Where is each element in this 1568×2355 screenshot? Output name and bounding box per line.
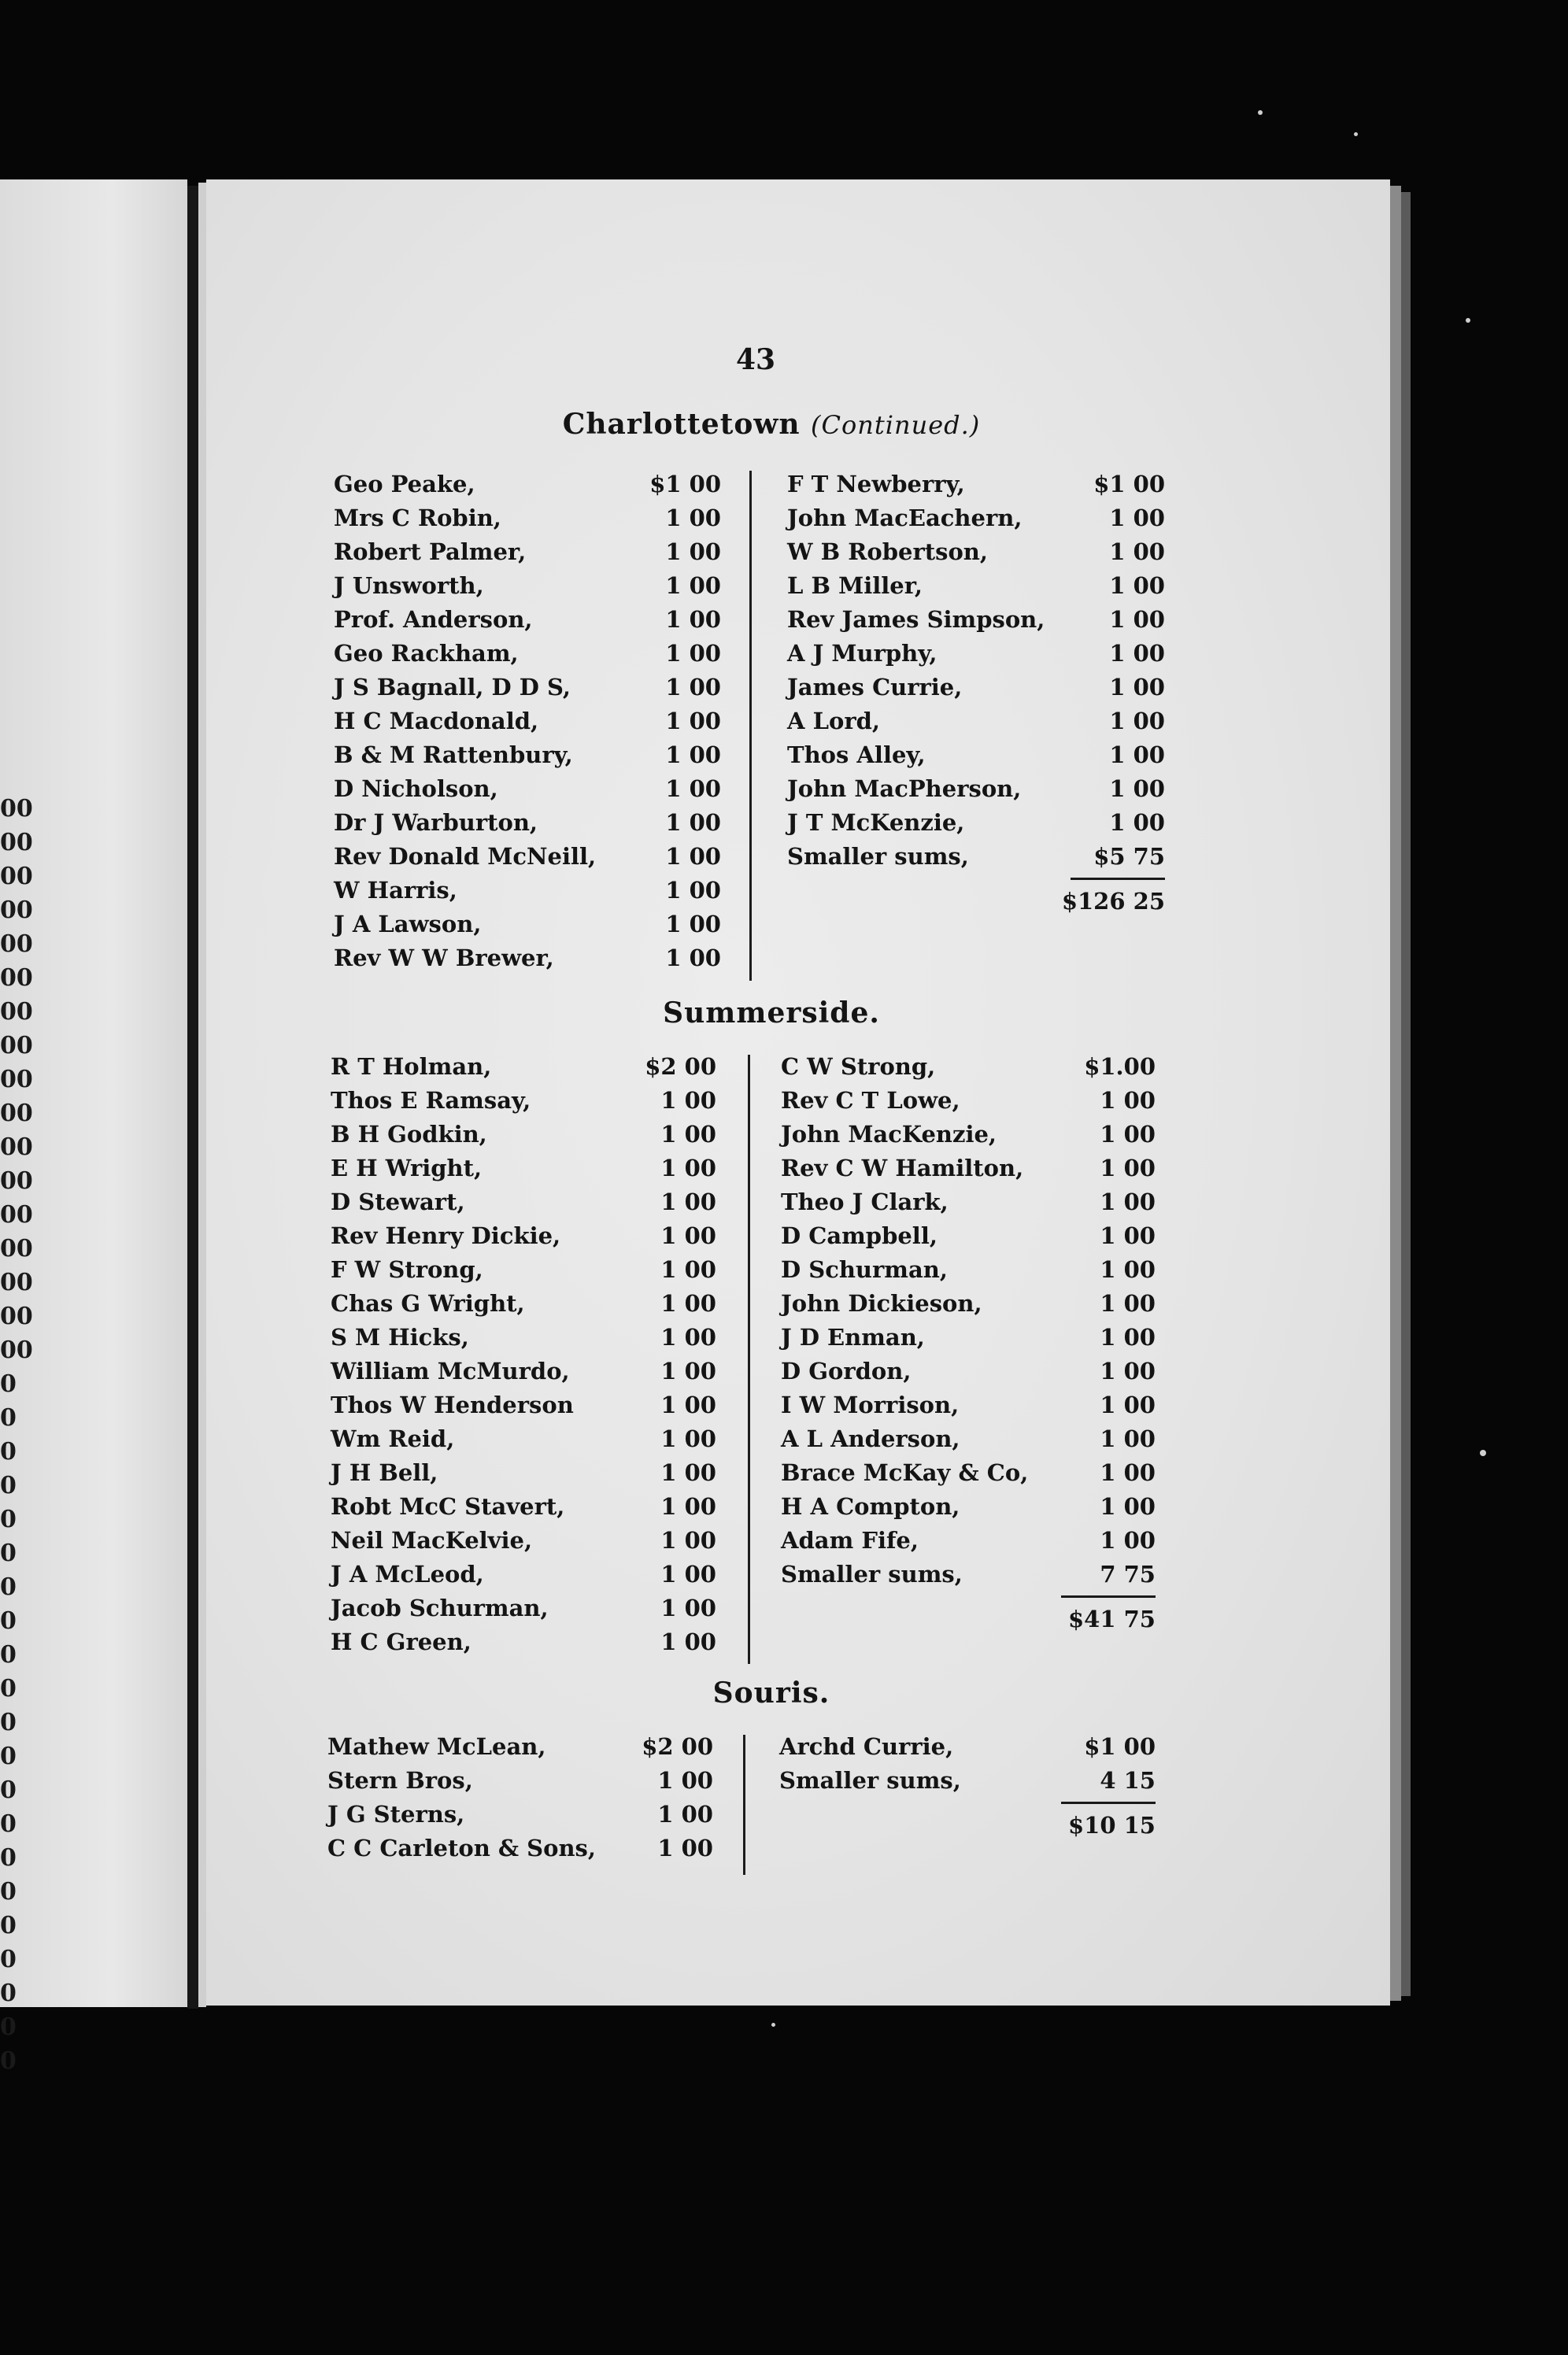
left-page-digit: 0 bbox=[0, 2047, 17, 2075]
subscriber-row bbox=[334, 501, 721, 535]
section-total: $10 15 bbox=[1068, 1812, 1156, 1839]
subscriber-name: Brace McKay & Co, bbox=[781, 1459, 1029, 1486]
subscription-amount: 1 00 bbox=[660, 1290, 716, 1317]
subscriber-row bbox=[334, 941, 721, 975]
subscriber-row bbox=[781, 1558, 1156, 1592]
summerside-right-column bbox=[781, 1050, 1156, 1637]
left-page-digit: 0 bbox=[0, 1946, 17, 1973]
subscription-amount: 1 00 bbox=[660, 1392, 716, 1418]
section-heading-souris bbox=[441, 1677, 1102, 1710]
left-page-digit: 00 bbox=[0, 897, 33, 924]
left-page-digit: 00 bbox=[0, 1133, 33, 1161]
charlottetown-left-column bbox=[334, 468, 721, 975]
subscription-amount: 1 00 bbox=[1109, 606, 1165, 633]
subscriber-name: F T Newberry, bbox=[787, 471, 965, 497]
left-page-digit: 0 bbox=[0, 1675, 17, 1702]
column-divider bbox=[749, 471, 752, 981]
subscriber-row bbox=[781, 1388, 1156, 1422]
subscriber-row bbox=[787, 772, 1165, 806]
subscription-amount: $1 00 bbox=[1084, 1733, 1156, 1760]
subscription-amount: 1 00 bbox=[1109, 741, 1165, 768]
subscriber-name: Archd Currie, bbox=[779, 1733, 954, 1760]
souris-right-column bbox=[779, 1730, 1156, 1843]
left-page-digit: 00 bbox=[0, 1100, 33, 1127]
subscriber-name: S M Hicks, bbox=[331, 1324, 469, 1351]
subscription-amount: $1.00 bbox=[1084, 1053, 1156, 1080]
subscriber-row bbox=[781, 1287, 1156, 1321]
subscriber-name: Rev Henry Dickie, bbox=[331, 1222, 561, 1249]
subscription-amount: $2 00 bbox=[645, 1053, 716, 1080]
page-edge bbox=[1390, 186, 1401, 2001]
summerside-left-column bbox=[331, 1050, 716, 1659]
left-page-digit: 0 bbox=[0, 1844, 17, 1872]
subscriber-name: W B Robertson, bbox=[787, 538, 988, 565]
subscriber-row bbox=[779, 1730, 1156, 1764]
subscriber-name: Jacob Schurman, bbox=[331, 1595, 549, 1621]
subscriber-row bbox=[331, 1490, 716, 1524]
subscriber-name: F W Strong, bbox=[331, 1256, 483, 1283]
subscriber-name: John MacEachern, bbox=[787, 505, 1023, 531]
subscription-amount: 1 00 bbox=[1109, 640, 1165, 667]
subscriber-name: B & M Rattenbury, bbox=[334, 741, 573, 768]
left-page-digit: 00 bbox=[0, 1032, 33, 1059]
subscriber-name: Robert Palmer, bbox=[334, 538, 527, 565]
subscriber-row bbox=[331, 1524, 716, 1558]
dust-speck bbox=[1354, 132, 1358, 136]
subscriber-row bbox=[331, 1456, 716, 1490]
subscriber-row bbox=[781, 1321, 1156, 1355]
subscriber-name: H A Compton, bbox=[781, 1493, 960, 1520]
left-page-digit: 00 bbox=[0, 829, 33, 856]
left-page-digit: 00 bbox=[0, 998, 33, 1026]
left-page-digit: 00 bbox=[0, 1336, 33, 1364]
subscriber-row bbox=[331, 1355, 716, 1388]
subscriber-row bbox=[334, 874, 721, 908]
subscriber-row bbox=[787, 840, 1165, 874]
left-page-digit: 0 bbox=[0, 1370, 17, 1398]
section-total-row bbox=[779, 1807, 1156, 1843]
subscriber-row bbox=[334, 535, 721, 569]
subscriber-name: John MacPherson, bbox=[787, 775, 1022, 802]
subscriber-name: C C Carleton & Sons, bbox=[327, 1835, 596, 1861]
souris-left-column bbox=[327, 1730, 713, 1865]
subscription-amount: 1 00 bbox=[1100, 1425, 1156, 1452]
subscriber-row bbox=[331, 1422, 716, 1456]
subscription-amount: 1 00 bbox=[660, 1493, 716, 1520]
subscription-amount: 1 00 bbox=[665, 538, 721, 565]
subscriber-name: Smaller sums, bbox=[787, 843, 969, 870]
left-page-digit: 0 bbox=[0, 1540, 17, 1567]
subscription-amount: 1 00 bbox=[1100, 1527, 1156, 1554]
left-page-digit: 0 bbox=[0, 1912, 17, 1939]
subscriber-name: D Gordon, bbox=[781, 1358, 912, 1385]
subscriber-name: Rev W W Brewer, bbox=[334, 945, 554, 971]
subscriber-row bbox=[331, 1253, 716, 1287]
subscriber-name: William McMurdo, bbox=[331, 1358, 570, 1385]
subscriber-row bbox=[334, 738, 721, 772]
left-page-fragment bbox=[0, 179, 187, 2075]
subscription-amount: $1 00 bbox=[1093, 471, 1165, 497]
subscriber-name: Dr J Warburton, bbox=[334, 809, 538, 836]
subscriber-name: Geo Peake, bbox=[334, 471, 475, 497]
binding-rule bbox=[187, 186, 198, 2009]
subscriber-name: W Harris, bbox=[334, 877, 457, 904]
subscription-amount: 1 00 bbox=[665, 911, 721, 937]
subscriber-name: D Campbell, bbox=[781, 1222, 937, 1249]
subscription-amount: 1 00 bbox=[660, 1155, 716, 1181]
subscriber-name: A J Murphy, bbox=[787, 640, 937, 667]
subscriber-name: L B Miller, bbox=[787, 572, 923, 599]
left-page-digit: 0 bbox=[0, 1810, 17, 1838]
subscriber-name: J H Bell, bbox=[331, 1459, 438, 1486]
left-page-digit: 00 bbox=[0, 930, 33, 958]
subscription-amount: 1 00 bbox=[1109, 538, 1165, 565]
left-page-digit: 00 bbox=[0, 1269, 33, 1296]
subscription-amount: 1 00 bbox=[660, 1629, 716, 1655]
subscriber-row bbox=[787, 569, 1165, 603]
subscriber-name: D Stewart, bbox=[331, 1189, 465, 1215]
subscription-amount: 1 00 bbox=[1109, 674, 1165, 701]
subscription-amount: 1 00 bbox=[1109, 505, 1165, 531]
subscription-amount: 1 00 bbox=[1109, 775, 1165, 802]
subscription-amount: 4 15 bbox=[1100, 1767, 1156, 1794]
subscription-amount: 1 00 bbox=[660, 1189, 716, 1215]
subscriber-row bbox=[781, 1185, 1156, 1219]
subscriber-name: Mrs C Robin, bbox=[334, 505, 501, 531]
left-page-digit: 00 bbox=[0, 1066, 33, 1093]
subscriber-row bbox=[781, 1084, 1156, 1118]
subscriber-name: R T Holman, bbox=[331, 1053, 492, 1080]
section-title-suffix: (Continued.) bbox=[811, 410, 981, 440]
left-page-digit: 00 bbox=[0, 964, 33, 992]
subscriber-name: C W Strong, bbox=[781, 1053, 936, 1080]
left-page-digit: 00 bbox=[0, 1201, 33, 1229]
subscriber-name: Smaller sums, bbox=[781, 1561, 963, 1588]
subscription-amount: 1 00 bbox=[1100, 1290, 1156, 1317]
subscription-amount: 1 00 bbox=[660, 1324, 716, 1351]
subscriber-row bbox=[781, 1219, 1156, 1253]
subscriber-name: Neil MacKelvie, bbox=[331, 1527, 533, 1554]
subscriber-name: J A Lawson, bbox=[334, 911, 482, 937]
subscriber-name: A L Anderson, bbox=[781, 1425, 960, 1452]
subscriber-row bbox=[781, 1456, 1156, 1490]
subscription-amount: 1 00 bbox=[665, 572, 721, 599]
subscriber-name: H C Green, bbox=[331, 1629, 472, 1655]
left-page-digit: 0 bbox=[0, 1573, 17, 1601]
subscription-amount: 1 00 bbox=[665, 708, 721, 734]
left-page-digit: 00 bbox=[0, 863, 33, 890]
subscriber-row bbox=[781, 1355, 1156, 1388]
subscriber-name: J G Sterns, bbox=[327, 1801, 465, 1828]
subscription-amount: 1 00 bbox=[660, 1425, 716, 1452]
section-heading-summerside bbox=[441, 996, 1102, 1030]
subscriber-name: Thos Alley, bbox=[787, 741, 926, 768]
subscriber-name: Mathew McLean, bbox=[327, 1733, 546, 1760]
page-number: 43 bbox=[735, 343, 776, 376]
subscriber-row bbox=[781, 1490, 1156, 1524]
subscriber-row bbox=[787, 806, 1165, 840]
subscriber-row bbox=[334, 468, 721, 501]
subscription-amount: 1 00 bbox=[657, 1801, 713, 1828]
subscriber-row bbox=[334, 603, 721, 637]
subscriber-row bbox=[331, 1321, 716, 1355]
section-heading-charlottetown bbox=[441, 408, 1102, 441]
subscription-amount: 1 00 bbox=[660, 1087, 716, 1114]
subscriber-row bbox=[781, 1422, 1156, 1456]
subscriber-name: Prof. Anderson, bbox=[334, 606, 533, 633]
left-page-digit: 0 bbox=[0, 1404, 17, 1432]
subscription-amount: 1 00 bbox=[665, 741, 721, 768]
subscriber-row bbox=[787, 501, 1165, 535]
left-page-digit: 0 bbox=[0, 1641, 17, 1669]
subscription-amount: 1 00 bbox=[660, 1459, 716, 1486]
subscriber-name: J Unsworth, bbox=[334, 572, 484, 599]
subscription-amount: 1 00 bbox=[665, 775, 721, 802]
subscriber-row bbox=[334, 772, 721, 806]
subscription-amount: 1 00 bbox=[1100, 1459, 1156, 1486]
subscription-amount: $2 00 bbox=[642, 1733, 713, 1760]
subscriber-row bbox=[331, 1287, 716, 1321]
subscriber-row bbox=[781, 1118, 1156, 1152]
subscription-amount: 1 00 bbox=[1100, 1324, 1156, 1351]
left-page-digit: 0 bbox=[0, 1607, 17, 1635]
subscription-amount: 1 00 bbox=[1100, 1358, 1156, 1385]
subscription-amount: 1 00 bbox=[665, 809, 721, 836]
subscriber-row bbox=[327, 1730, 713, 1764]
subscription-amount: 1 00 bbox=[1109, 708, 1165, 734]
subscriber-row bbox=[331, 1084, 716, 1118]
subscription-amount: 7 75 bbox=[1100, 1561, 1156, 1588]
subscriber-name: J A McLeod, bbox=[331, 1561, 484, 1588]
dust-speck bbox=[1258, 110, 1263, 115]
subscriber-name: Rev C T Lowe, bbox=[781, 1087, 960, 1114]
subscriber-row bbox=[787, 704, 1165, 738]
subscription-amount: 1 00 bbox=[1109, 809, 1165, 836]
subscriber-row bbox=[787, 603, 1165, 637]
subscriber-name: Stern Bros, bbox=[327, 1767, 473, 1794]
subscriber-name: D Nicholson, bbox=[334, 775, 498, 802]
subscription-amount: 1 00 bbox=[665, 843, 721, 870]
subscriber-name: Thos E Ramsay, bbox=[331, 1087, 531, 1114]
page-edge-shadow bbox=[1401, 192, 1411, 1996]
section-title: Summerside. bbox=[663, 996, 880, 1030]
left-page-digit: 00 bbox=[0, 795, 33, 823]
section-title: Souris. bbox=[712, 1677, 830, 1710]
subscriber-name: J T McKenzie, bbox=[787, 809, 965, 836]
subscription-amount: 1 00 bbox=[665, 606, 721, 633]
dust-speck bbox=[1466, 318, 1470, 323]
section-total: $41 75 bbox=[1068, 1606, 1156, 1632]
left-page-digit: 0 bbox=[0, 1709, 17, 1736]
subscriber-name: Chas G Wright, bbox=[331, 1290, 525, 1317]
subscriber-row bbox=[787, 535, 1165, 569]
subscriber-row bbox=[331, 1388, 716, 1422]
subscription-amount: 1 00 bbox=[1109, 572, 1165, 599]
column-divider bbox=[743, 1735, 745, 1875]
subscription-amount: 1 00 bbox=[657, 1835, 713, 1861]
subscriber-name: B H Godkin, bbox=[331, 1121, 487, 1148]
section-total: $126 25 bbox=[1061, 888, 1165, 915]
left-page-digit: 0 bbox=[0, 1472, 17, 1499]
subscription-amount: 1 00 bbox=[1100, 1256, 1156, 1283]
subscriber-row bbox=[327, 1764, 713, 1798]
left-page-digit: 00 bbox=[0, 1303, 33, 1330]
section-total-row bbox=[781, 1601, 1156, 1637]
subscriber-row bbox=[334, 806, 721, 840]
subscriber-row bbox=[334, 671, 721, 704]
subscriber-row bbox=[327, 1832, 713, 1865]
subscription-amount: 1 00 bbox=[660, 1527, 716, 1554]
left-page-digit: 0 bbox=[0, 1438, 17, 1466]
subscription-amount: 1 00 bbox=[660, 1121, 716, 1148]
subscriber-row bbox=[327, 1798, 713, 1832]
subscriber-name: E H Wright, bbox=[331, 1155, 483, 1181]
section-title: Charlottetown bbox=[562, 408, 801, 441]
subscriber-row bbox=[787, 468, 1165, 501]
subscription-amount: 1 00 bbox=[1100, 1392, 1156, 1418]
subscription-amount: 1 00 bbox=[1100, 1155, 1156, 1181]
subscriber-row bbox=[781, 1050, 1156, 1084]
subscription-amount: 1 00 bbox=[1100, 1087, 1156, 1114]
subscription-amount: 1 00 bbox=[1100, 1189, 1156, 1215]
subscriber-row bbox=[787, 637, 1165, 671]
subscription-amount: 1 00 bbox=[660, 1595, 716, 1621]
subscriber-name: Smaller sums, bbox=[779, 1767, 961, 1794]
subscription-amount: 1 00 bbox=[657, 1767, 713, 1794]
subscriber-name: D Schurman, bbox=[781, 1256, 948, 1283]
subscriber-row bbox=[781, 1253, 1156, 1287]
subscriber-row bbox=[334, 908, 721, 941]
subscription-amount: 1 00 bbox=[660, 1358, 716, 1385]
dust-speck bbox=[771, 2023, 775, 2027]
subscriber-name: A Lord, bbox=[787, 708, 880, 734]
subscription-amount: 1 00 bbox=[1100, 1121, 1156, 1148]
section-total-row bbox=[787, 883, 1165, 919]
subscription-amount: 1 00 bbox=[665, 640, 721, 667]
subscription-amount: 1 00 bbox=[1100, 1222, 1156, 1249]
subscriber-name: J S Bagnall, D D S, bbox=[334, 674, 571, 701]
left-page-amounts bbox=[0, 792, 47, 2078]
subscriber-name: Theo J Clark, bbox=[781, 1189, 949, 1215]
subscription-amount: $1 00 bbox=[649, 471, 721, 497]
subscription-amount: 1 00 bbox=[660, 1561, 716, 1588]
subscriber-name: John MacKenzie, bbox=[781, 1121, 997, 1148]
subscriber-row bbox=[334, 840, 721, 874]
subscriber-row bbox=[331, 1050, 716, 1084]
subscriber-row bbox=[334, 637, 721, 671]
subscriber-row bbox=[331, 1118, 716, 1152]
subscriber-row bbox=[781, 1524, 1156, 1558]
left-page-digit: 0 bbox=[0, 1776, 17, 1804]
subscriber-row bbox=[781, 1152, 1156, 1185]
left-page-digit: 00 bbox=[0, 1167, 33, 1195]
subscription-amount: 1 00 bbox=[665, 877, 721, 904]
left-page-digit: 0 bbox=[0, 1980, 17, 2007]
subscriber-name: Thos W Henderson bbox=[331, 1392, 574, 1418]
subscriber-name: H C Macdonald, bbox=[334, 708, 539, 734]
subscription-amount: 1 00 bbox=[665, 505, 721, 531]
subscriber-name: John Dickieson, bbox=[781, 1290, 982, 1317]
total-rule bbox=[1071, 878, 1165, 880]
subscriber-name: Adam Fife, bbox=[781, 1527, 919, 1554]
left-page-digit: 0 bbox=[0, 2013, 17, 2041]
subscriber-name: Wm Reid, bbox=[331, 1425, 455, 1452]
subscriber-row bbox=[331, 1558, 716, 1592]
subscriber-name: Robt McC Stavert, bbox=[331, 1493, 565, 1520]
subscriber-row bbox=[334, 704, 721, 738]
subscription-amount: 1 00 bbox=[660, 1256, 716, 1283]
subscription-amount: $5 75 bbox=[1093, 843, 1165, 870]
gutter-strip bbox=[198, 183, 206, 2007]
subscriber-name: I W Morrison, bbox=[781, 1392, 960, 1418]
subscriber-name: Rev Donald McNeill, bbox=[334, 843, 597, 870]
left-page-digit: 00 bbox=[0, 1235, 33, 1263]
total-rule bbox=[1061, 1595, 1156, 1598]
subscriber-row bbox=[334, 569, 721, 603]
subscription-amount: 1 00 bbox=[1100, 1493, 1156, 1520]
column-divider bbox=[748, 1055, 750, 1664]
subscriber-row bbox=[331, 1219, 716, 1253]
subscriber-name: Geo Rackham, bbox=[334, 640, 519, 667]
subscriber-row bbox=[331, 1592, 716, 1625]
subscriber-row bbox=[331, 1152, 716, 1185]
subscription-amount: 1 00 bbox=[660, 1222, 716, 1249]
subscriber-row bbox=[787, 671, 1165, 704]
subscriber-row bbox=[787, 738, 1165, 772]
subscriber-name: J D Enman, bbox=[781, 1324, 925, 1351]
total-rule bbox=[1061, 1802, 1156, 1804]
subscription-amount: 1 00 bbox=[665, 674, 721, 701]
subscriber-row bbox=[331, 1625, 716, 1659]
charlottetown-right-column bbox=[787, 468, 1165, 919]
subscription-amount: 1 00 bbox=[665, 945, 721, 971]
subscriber-name: Rev James Simpson, bbox=[787, 606, 1045, 633]
subscriber-row bbox=[331, 1185, 716, 1219]
dust-speck bbox=[1480, 1450, 1486, 1456]
left-page-digit: 0 bbox=[0, 1743, 17, 1770]
left-page-digit: 0 bbox=[0, 1878, 17, 1906]
subscriber-row bbox=[779, 1764, 1156, 1798]
left-page-digit: 0 bbox=[0, 1506, 17, 1533]
subscriber-name: James Currie, bbox=[787, 674, 963, 701]
subscriber-name: Rev C W Hamilton, bbox=[781, 1155, 1024, 1181]
